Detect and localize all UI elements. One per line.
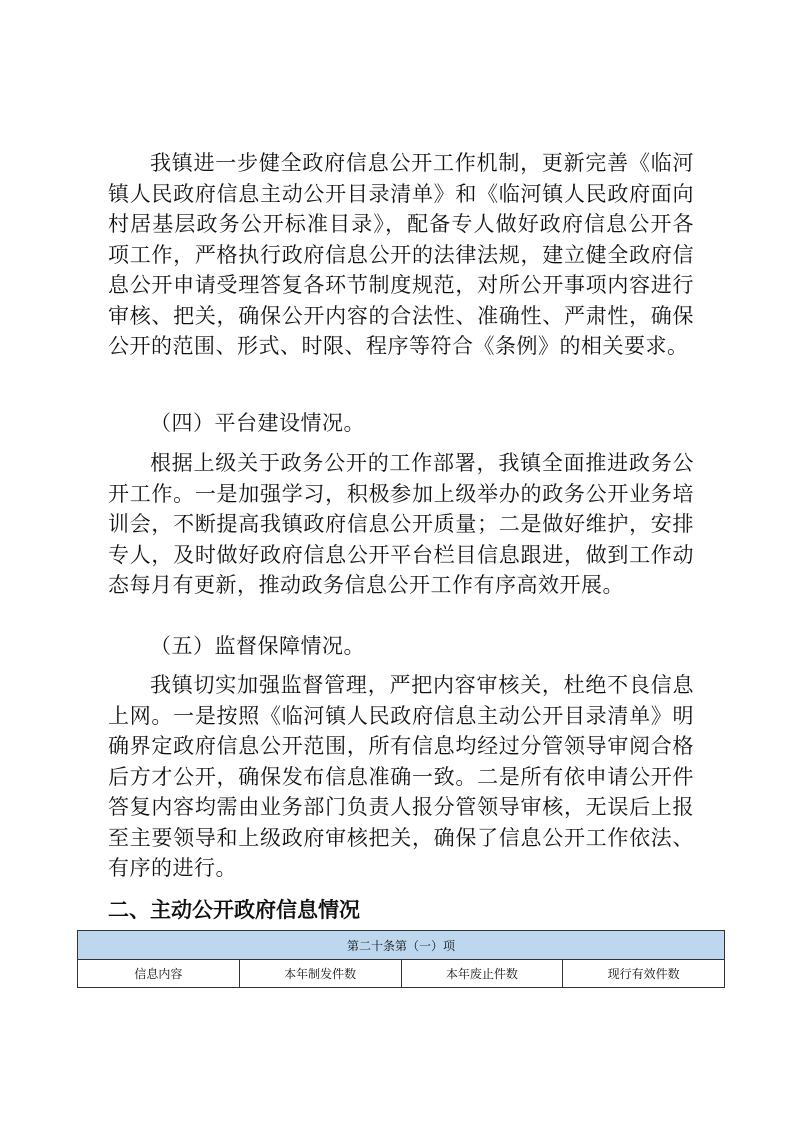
paragraph-mechanism: 我镇进一步健全政府信息公开工作机制，更新完善《临河镇人民政府信息主动公开目录清单》和《临河镇人民政府面向村居基层政务公开标准目录》，配备专人做好政府信息公开各项工作，严格执行政府信息公开的法律法规，建立健全政府信息公开申请受理答复各环节制度规范，对所公开事项内容进行审核、把关，确保公开内容的合法性、准确性、严肃性，确保公开的范围、形式、时限、程序等符合《条例》的相关要求。 — [108, 151, 694, 358]
paragraph-supervision: 我镇切实加强监督管理，严把内容审核关，杜绝不良信息上网。一是按照《临河镇人民政府信息主动公开目录清单》明确界定政府信息公开范围，所有信息均经过分管领导审阅合格后方才公开，确保发布信息准确一致。二是所有依申请公开件答复内容均需由业务部门负责人报分管领导审核，无误后上报至主要领导和上级政府审核把关，确保了信息公开工作依法、有序的进行。 — [108, 673, 694, 880]
table-column-row — [78, 960, 725, 988]
column-header: 现行有效件数 — [563, 960, 725, 988]
subheading-supervision: （五）监督保障情况。 — [150, 634, 365, 658]
subheading-platform: （四）平台建设情况。 — [150, 411, 365, 435]
table-header-cell: 第二十条第（一）项 — [78, 931, 725, 960]
table-header-row — [78, 931, 725, 960]
column-header: 本年制发件数 — [239, 960, 401, 988]
column-header: 本年废止件数 — [401, 960, 563, 988]
section-title: 二、主动公开政府信息情况 — [108, 898, 360, 922]
column-header: 信息内容 — [78, 960, 240, 988]
paragraph-platform: 根据上级关于政务公开的工作部署，我镇全面推进政务公开工作。一是加强学习，积极参加上级举办的政务公开业务培训会，不断提高我镇政府信息公开质量；二是做好维护，安排专人，及时做好政府信息公开平台栏目信息跟进，做到工作动态每月有更新，推动政务信息公开工作有序高效开展。 — [108, 451, 694, 597]
info-table — [77, 930, 725, 988]
